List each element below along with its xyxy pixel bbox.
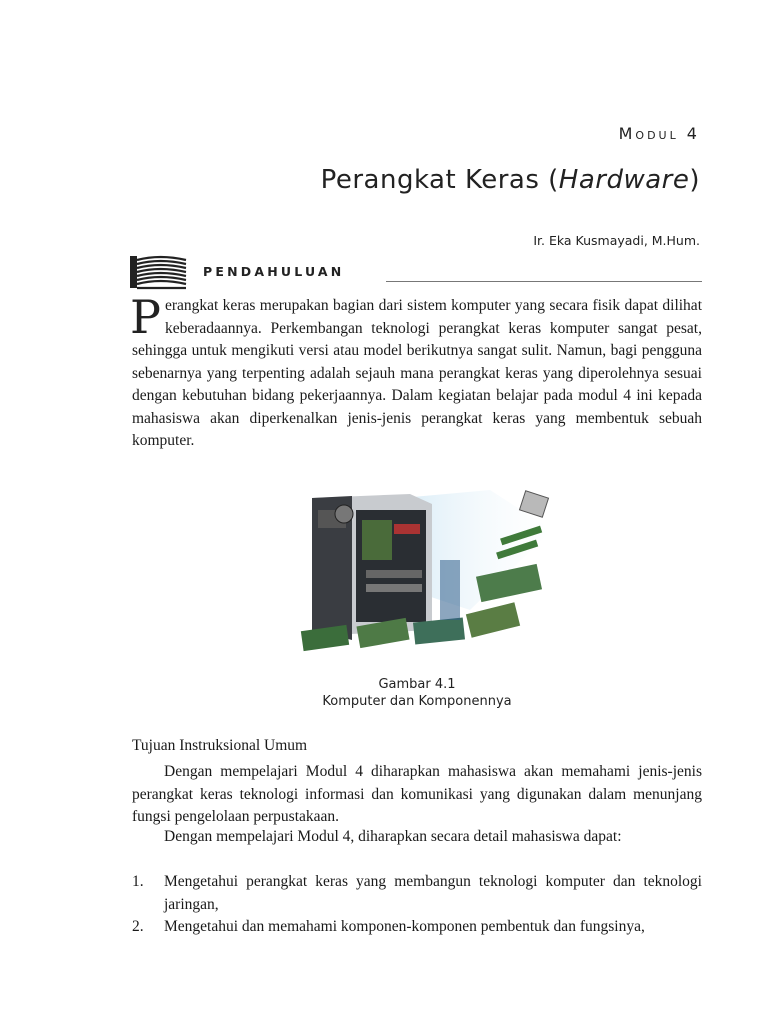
list-item — [132, 916, 702, 939]
list-text: Mengetahui perangkat keras yang membangun teknologi komputer dan teknologi jaringan, — [164, 873, 702, 913]
intro-text: erangkat keras merupakan bagian dari sistem komputer yang secara fisik dapat dilihat keberadaannya. Perkembangan teknologi perangkat keras komputer sangat pesat, sehingga untuk mengikuti versi atau model berikutnya sangat sulit. Namun, bagi pengguna sebenarnya yang terpenting adalah sejauh mana perangkat keras yang diperolehnya sesuai dengan kebutuhan bidang pekerjaannya. Dalam kegiatan belajar pada modul 4 ini kepada mahasiswa akan diperkenalkan jenis-jenis perangkat keras yang membentuk sebuah komputer. — [132, 297, 702, 449]
tiu-paragraph-1: Dengan mempelajari Modul 4 diharapkan mahasiswa akan memahami jenis-jenis perangkat keras teknologi informasi dan komunikasi yang digunakan dalam menunjang fungsi pengelolaan perpustakaan. — [132, 763, 702, 825]
title-italic: Hardware — [558, 165, 690, 195]
figure-label: Gambar 4.1 — [378, 677, 456, 692]
tiu-paragraph-2: Dengan mempelajari Modul 4, diharapkan secara detail mahasiswa dapat: — [164, 828, 622, 845]
section-divider — [386, 281, 702, 282]
author: Ir. Eka Kusmayadi, M.Hum. — [533, 233, 700, 248]
list-number: 2. — [132, 918, 144, 935]
list-item — [132, 871, 702, 916]
module-label: Modul 4 — [618, 124, 700, 143]
open-book-icon — [130, 254, 188, 290]
drop-cap: P — [130, 290, 161, 344]
computer-components-image — [290, 490, 552, 658]
figure-caption: Komputer dan Komponennya — [322, 694, 512, 709]
page-title — [230, 165, 700, 195]
list-number: 1. — [132, 873, 144, 890]
intro-paragraph — [130, 290, 702, 453]
tiu-heading: Tujuan Instruksional Umum — [132, 737, 308, 754]
list-text: Mengetahui dan memahami komponen-komponen pembentuk dan fungsinya, — [164, 918, 645, 935]
section-heading: PENDAHULUAN — [203, 264, 345, 279]
title-end: ) — [689, 165, 700, 195]
title-main: Perangkat Keras ( — [320, 165, 559, 195]
